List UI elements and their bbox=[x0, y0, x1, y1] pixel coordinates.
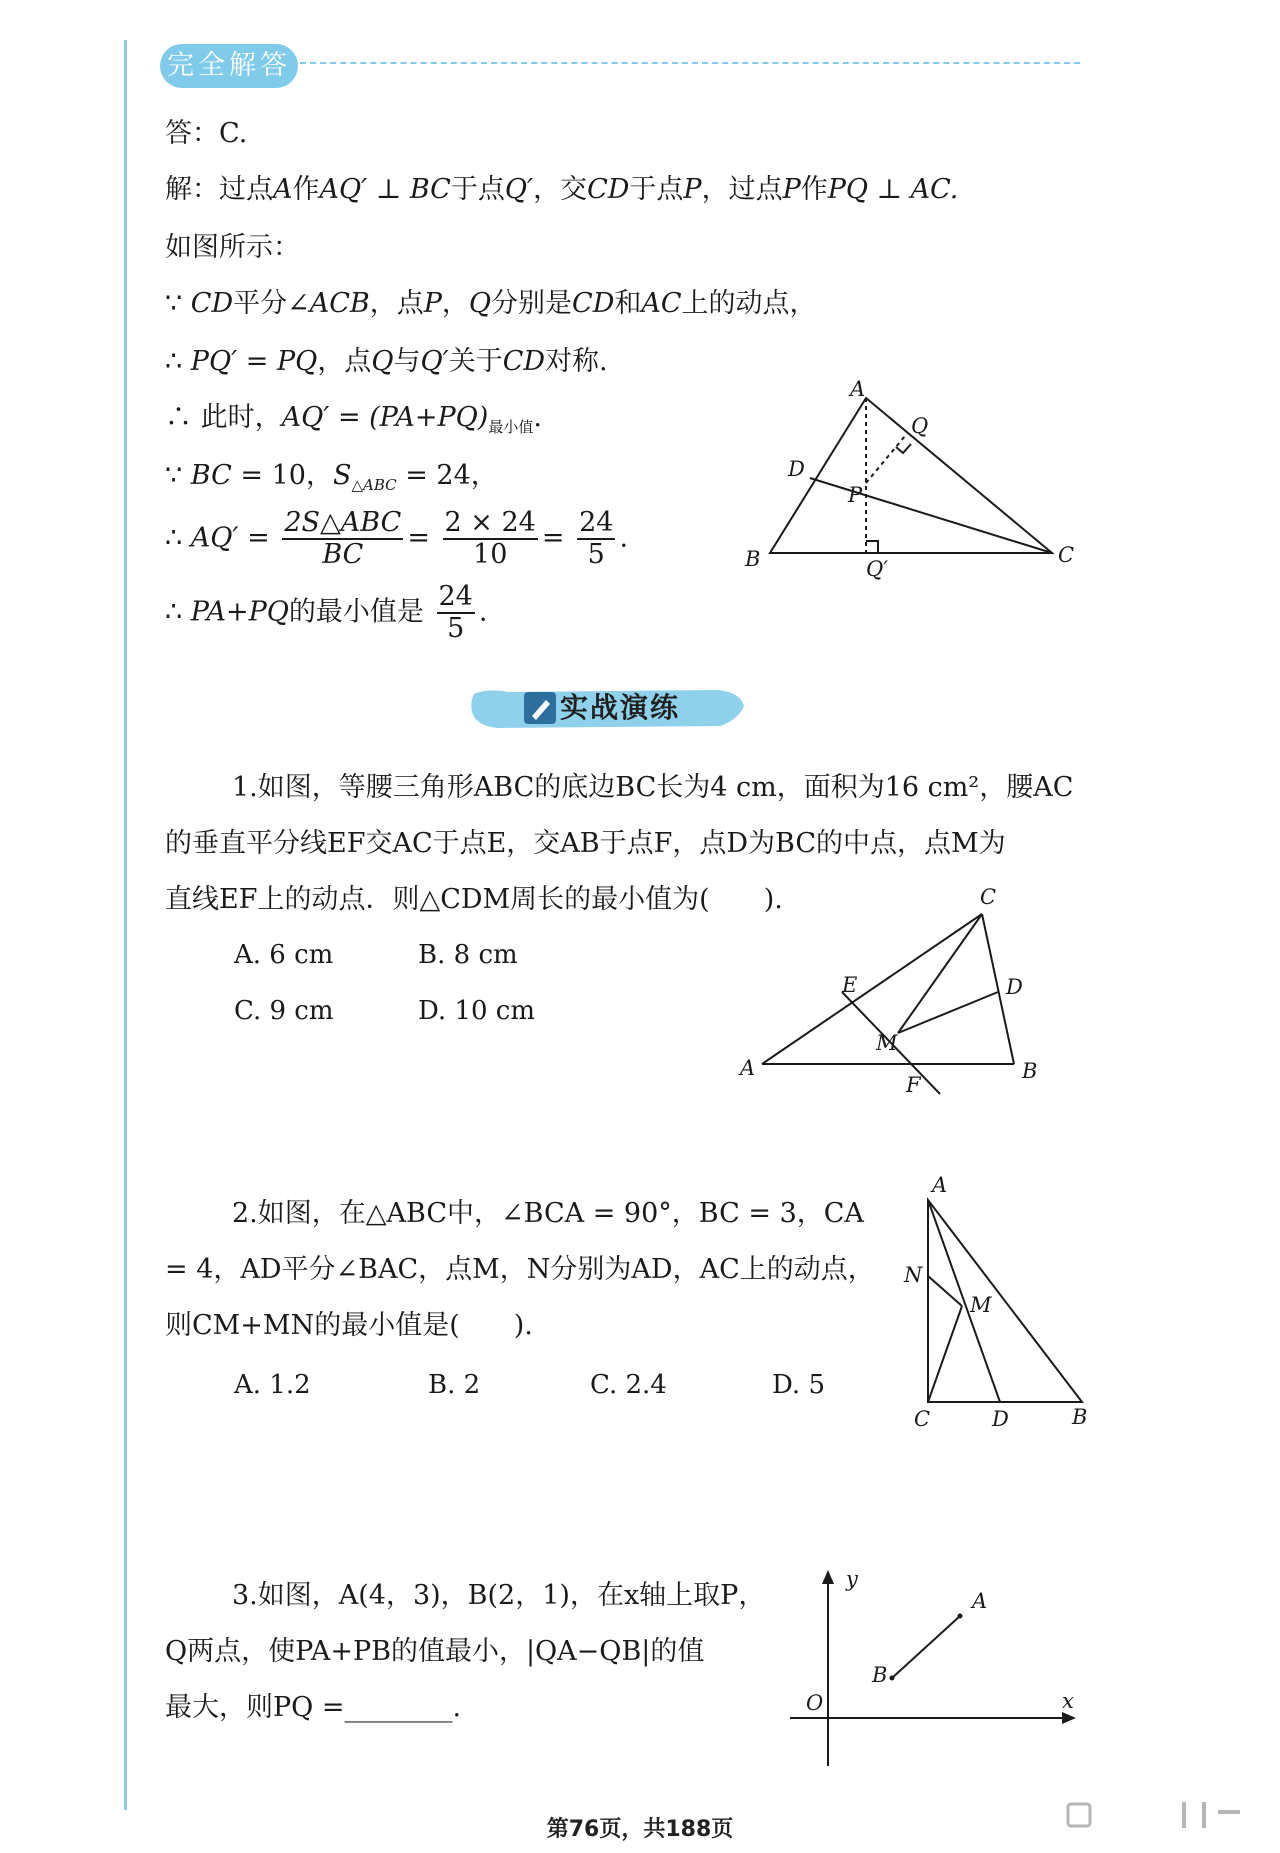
label-d: D bbox=[788, 457, 805, 481]
label-d: D bbox=[1006, 975, 1023, 999]
label-x-axis: x bbox=[1062, 1689, 1074, 1713]
q2-line-1: 2.如图，在△ABC中，∠BCA = 90°，BC = 3，CA bbox=[232, 1198, 864, 1229]
label-p: P bbox=[848, 483, 863, 507]
q1-line-2: 的垂直平分线EF交AC于点E，交AB于点F，点D为BC的中点，点M为 bbox=[165, 828, 1006, 859]
q3-line-3: 最大，则PQ =________. bbox=[165, 1692, 462, 1723]
practice-banner-label: 实战演练 bbox=[560, 691, 681, 724]
label-origin: O bbox=[806, 1691, 824, 1715]
label-q-prime: Q′ bbox=[866, 557, 888, 581]
fraction-min-value: $\frac{24}{5}$ bbox=[438, 581, 473, 644]
header-dashed-line bbox=[300, 62, 1080, 64]
q3-line-2: Q两点，使PA+PB的值最小，|QA−QB|的值 bbox=[165, 1636, 705, 1667]
q1-option-b[interactable]: B. 8 cm bbox=[418, 940, 518, 970]
label-a: A bbox=[850, 377, 866, 401]
label-c: C bbox=[914, 1407, 931, 1431]
label-b: B bbox=[872, 1663, 888, 1687]
q2-line-2: = 4，AD平分∠BAC，点M，N分别为AD，AC上的动点， bbox=[165, 1254, 875, 1285]
q1-option-d[interactable]: D. 10 cm bbox=[418, 996, 536, 1026]
label-c: C bbox=[980, 885, 997, 909]
q2-option-d[interactable]: D. 5 bbox=[772, 1370, 825, 1400]
page-indicator: 第76页，共188页 bbox=[546, 1817, 734, 1842]
viewer-divider-icon-2 bbox=[1202, 1802, 1206, 1828]
label-b: B bbox=[1072, 1405, 1088, 1429]
figure-isosceles-triangle bbox=[730, 884, 1070, 1098]
viewer-divider-icon bbox=[1182, 1802, 1186, 1828]
fraction-area: $\frac{\text{2S△ABC}}{BC}$ bbox=[284, 507, 402, 570]
q2-option-c[interactable]: C. 2.4 bbox=[590, 1370, 667, 1400]
label-e: E bbox=[842, 973, 858, 997]
label-a: A bbox=[972, 1589, 988, 1613]
label-m: M bbox=[970, 1293, 992, 1317]
label-b: B bbox=[1022, 1059, 1038, 1083]
viewer-menu-icon[interactable] bbox=[1218, 1810, 1240, 1814]
label-m: M bbox=[876, 1031, 898, 1055]
q1-line-1: 1.如图，等腰三角形ABC的底边BC长为4 cm，面积为16 cm²，腰AC bbox=[232, 772, 1074, 803]
solution-line-7: ∴ AQ′ = $\frac{\text{2S△ABC}}{BC}$ = $\frac{2 \times 24}{10}$ = $\frac{24}{5}$ . bbox=[165, 507, 629, 570]
q1-option-a[interactable]: A. 6 cm bbox=[234, 940, 334, 970]
left-margin-rule bbox=[124, 40, 127, 1810]
q2-option-a[interactable]: A. 1.2 bbox=[234, 1370, 311, 1400]
label-q: Q bbox=[911, 414, 929, 438]
section-tag: 完全解答 bbox=[160, 44, 298, 88]
q1-line-3: 直线EF上的动点．则△CDM周长的最小值为( ). bbox=[165, 884, 783, 915]
label-n: N bbox=[904, 1263, 923, 1287]
q1-option-c[interactable]: C. 9 cm bbox=[234, 996, 334, 1026]
q2-option-b[interactable]: B. 2 bbox=[428, 1370, 481, 1400]
figure-coordinate-plane bbox=[780, 1560, 1080, 1770]
answer-line: 答：C. bbox=[165, 118, 248, 149]
label-b: B bbox=[745, 547, 761, 571]
label-d: D bbox=[992, 1407, 1009, 1431]
solution-line-1: 解：过点A作AQ′ ⊥ BC于点Q′，交CD于点P，过点P作PQ ⊥ AC. bbox=[165, 174, 959, 205]
figure-triangle-abc-solution bbox=[740, 376, 1080, 586]
label-a: A bbox=[740, 1056, 756, 1080]
viewer-toolbar-icons bbox=[1062, 1800, 1252, 1830]
label-a: A bbox=[932, 1173, 948, 1197]
solution-line-2: 如图所示： bbox=[165, 232, 300, 263]
label-y-axis: y bbox=[846, 1567, 858, 1591]
label-f: F bbox=[906, 1073, 921, 1097]
label-c: C bbox=[1058, 543, 1075, 567]
figure-right-triangle bbox=[900, 1172, 1100, 1442]
solution-line-3: ∵ CD平分∠ACB，点P，Q分别是CD和AC上的动点， bbox=[165, 288, 817, 319]
q2-line-3: 则CM+MN的最小值是( ). bbox=[165, 1310, 533, 1341]
solution-line-6: ∵ BC = 10，$S_{\triangle ABC} = 24$， bbox=[165, 460, 498, 494]
fraction-result: $\frac{24}{5}$ bbox=[579, 507, 614, 570]
solution-line-4: ∴ PQ′ = PQ，点Q与Q′关于CD对称. bbox=[165, 346, 608, 377]
viewer-page-icon[interactable] bbox=[1068, 1804, 1090, 1826]
q3-line-1: 3.如图，A(4，3)，B(2，1)，在x轴上取P， bbox=[232, 1580, 766, 1611]
solution-line-5: ∴ 此时，$AQ' = (PA+PQ)_{最小值}$. bbox=[165, 402, 542, 436]
fraction-values: $\frac{2 \times 24}{10}$ bbox=[444, 507, 536, 570]
solution-line-8: ∴ PA+PQ的最小值是 $\frac{24}{5}$ . bbox=[165, 581, 488, 644]
